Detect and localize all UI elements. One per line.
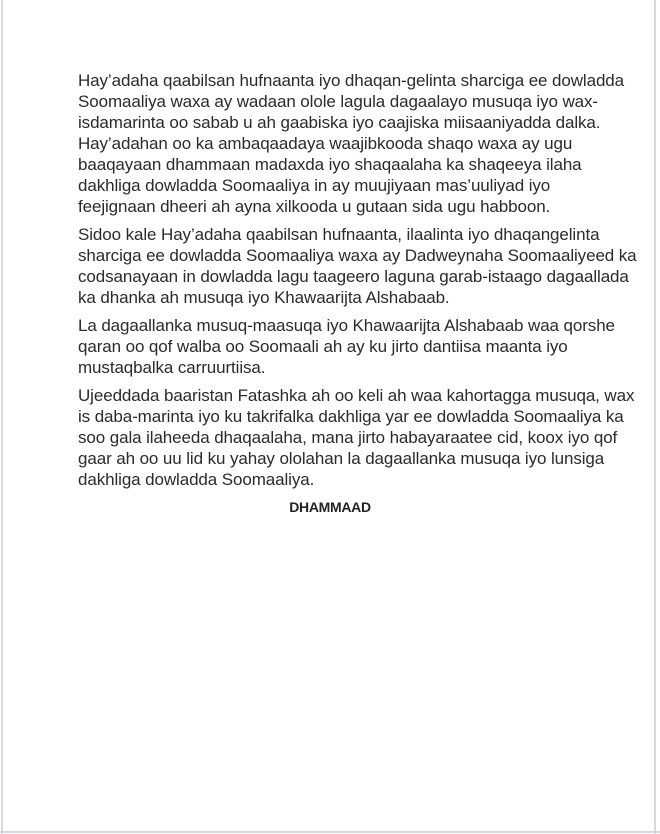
text-line: feejignaan dheeri ah ayna xilkooda u gutaan sida ugu habboon.: [78, 197, 551, 216]
text-line: is daba-marinta iyo ku takrifalka dakhliga yar ee dowladda Soomaaliya ka: [78, 407, 624, 426]
text-line: dakhliga dowladda Soomaaliya.: [78, 470, 315, 489]
text-line: Hay’adaha qaabilsan hufnaanta iyo dhaqan-gelinta sharciga ee dowladda: [78, 71, 625, 90]
text-line: Hay’adahan oo ka ambaqaadaya waajibkooda shaqo waxa ay ugu: [78, 134, 573, 153]
paragraph-4: [78, 385, 635, 490]
page-bottom-edge-line: [0, 831, 660, 833]
text-line: Ujeeddada baaristan Fatashka ah oo keli ah waa kahortagga musuqa, wax: [78, 386, 635, 405]
text-line: isdamarinta oo sabab u ah gaabiska iyo caajiska miisaaniyadda dalka.: [78, 113, 601, 132]
paragraph-2: [78, 224, 637, 308]
text-line: codsanayaan in dowladda lagu taageero laguna garab-istaago dagaallada: [78, 267, 629, 286]
text-line: baaqayaan dhammaan madaxda iyo shaqaalaha ka shaqeeya ilaha: [78, 155, 582, 174]
paragraph-1: [78, 70, 625, 217]
text-line: La dagaallanka musuq-maasuqa iyo Khawaarijta Alshabaab waa qorshe: [78, 316, 615, 335]
text-line: Soomaaliya waxa ay wadaan olole lagula dagaalayo musuqa iyo wax-: [78, 92, 598, 111]
text-line: ka dhanka ah musuqa iyo Khawaarijta Alshabaab.: [78, 288, 450, 307]
text-line: sharciga ee dowladda Soomaaliya waxa ay Dadweynaha Soomaaliyeed ka: [78, 246, 637, 265]
text-line: Sidoo kale Hay’adaha qaabilsan hufnaanta, ilaalinta iyo dhaqangelinta: [78, 225, 600, 244]
text-line: qaran oo qof walba oo Soomaali ah ay ku jirto dantiisa maanta iyo: [78, 337, 568, 356]
text-line: dakhliga dowladda Soomaaliya in ay muujiyaan mas’uuliyad iyo: [78, 176, 551, 195]
closing-word: DHAMMAAD: [289, 499, 371, 515]
paragraph-3: [78, 315, 615, 378]
text-line: gaar ah oo uu lid ku yahay ololahan la dagaallanka musuqa iyo lunsiga: [78, 449, 605, 468]
text-line: mustaqbalka carruurtiisa.: [78, 358, 266, 377]
text-line: soo gala ilaheeda dhaqaalaha, mana jirto habayaraatee cid, koox iyo qof: [78, 428, 618, 447]
